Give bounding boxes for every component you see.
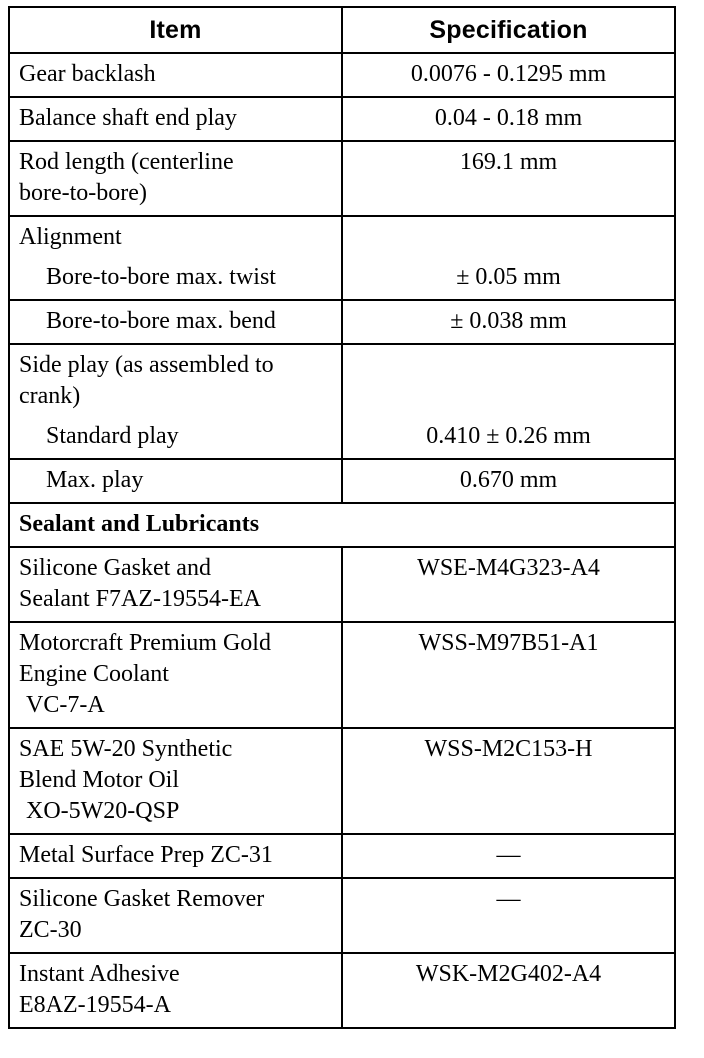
item-line: Silicone Gasket Remover: [19, 886, 265, 912]
spec-cell: 0.410 ± 0.26 mm: [342, 412, 675, 459]
item-line: E8AZ-19554-A: [19, 992, 171, 1018]
spec-cell: ± 0.038 mm: [342, 300, 675, 344]
item-line: ZC-30: [19, 917, 82, 943]
section-title: Sealant and Lubricants: [9, 503, 675, 547]
item-cell: Balance shaft end play: [9, 97, 342, 141]
item-cell: [9, 728, 342, 834]
item-line: Blend Motor Oil: [19, 767, 179, 793]
group-label: [9, 344, 342, 412]
item-cell: Metal Surface Prep ZC-31: [9, 834, 342, 878]
spec-cell: WSE-M4G323-A4: [342, 547, 675, 622]
table-row: [9, 141, 675, 216]
item-line: Motorcraft Premium Gold: [19, 630, 271, 656]
item-cell: [9, 141, 342, 216]
item-line: SAE 5W-20 Synthetic: [19, 736, 233, 762]
specification-table: [8, 6, 676, 1029]
table-row: [9, 547, 675, 622]
column-header-specification: Specification: [342, 7, 675, 53]
spec-cell-empty: [342, 344, 675, 412]
group-row: [9, 344, 675, 412]
table-row: [9, 834, 675, 878]
spec-cell: ± 0.05 mm: [342, 253, 675, 300]
table-header-row: [9, 7, 675, 53]
spec-cell: 0.0076 - 0.1295 mm: [342, 53, 675, 97]
item-line: Silicone Gasket and: [19, 555, 211, 581]
spec-cell: —: [342, 878, 675, 953]
item-cell: Gear backlash: [9, 53, 342, 97]
table-row: [9, 459, 675, 503]
table-row: [9, 253, 675, 300]
item-cell: [9, 878, 342, 953]
table-row: [9, 728, 675, 834]
item-line: Sealant F7AZ-19554-EA: [19, 586, 261, 612]
group-label-line: crank): [19, 383, 81, 409]
spec-cell: WSS-M97B51-A1: [342, 622, 675, 728]
spec-cell: 169.1 mm: [342, 141, 675, 216]
item-cell: [9, 622, 342, 728]
item-cell: [9, 953, 342, 1028]
item-line: Instant Adhesive: [19, 961, 180, 987]
subitem-cell: Bore-to-bore max. bend: [9, 300, 342, 344]
spec-cell: WSK-M2G402-A4: [342, 953, 675, 1028]
spec-cell-empty: [342, 216, 675, 253]
spec-cell: WSS-M2C153-H: [342, 728, 675, 834]
item-line: Engine Coolant: [19, 661, 169, 687]
item-line: bore-to-bore): [19, 180, 147, 206]
item-line: Rod length (centerline: [19, 149, 234, 175]
table-row: [9, 412, 675, 459]
subitem-cell: Bore-to-bore max. twist: [9, 253, 342, 300]
item-line: VC-7-A: [26, 692, 105, 718]
column-header-item: Item: [9, 7, 342, 53]
section-header-row: [9, 503, 675, 547]
item-line: XO-5W20-QSP: [26, 798, 180, 824]
item-cell: [9, 547, 342, 622]
group-row: [9, 216, 675, 253]
spec-cell: 0.670 mm: [342, 459, 675, 503]
subitem-cell: Standard play: [9, 412, 342, 459]
spec-cell: 0.04 - 0.18 mm: [342, 97, 675, 141]
subitem-cell: Max. play: [9, 459, 342, 503]
table-row: [9, 300, 675, 344]
table-row: [9, 953, 675, 1028]
table-row: [9, 622, 675, 728]
group-label-line: Side play (as assembled to: [19, 352, 274, 378]
table-row: [9, 878, 675, 953]
table-row: [9, 97, 675, 141]
group-label: Alignment: [9, 216, 342, 253]
spec-cell: —: [342, 834, 675, 878]
table-row: [9, 53, 675, 97]
